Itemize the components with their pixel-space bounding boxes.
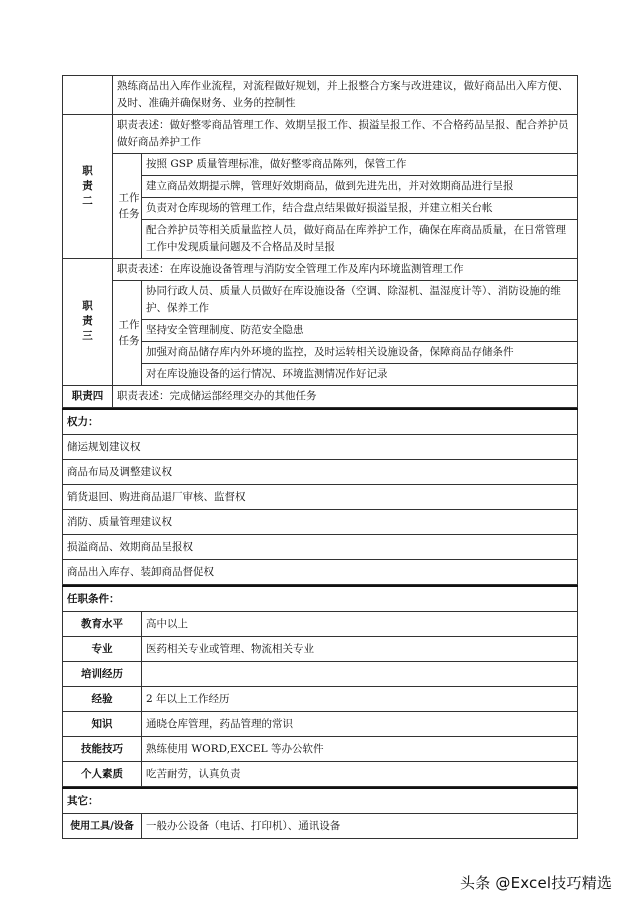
qualification-label: 专业 xyxy=(63,637,142,662)
table-row xyxy=(63,814,578,839)
table-row xyxy=(63,409,578,435)
duty1-continuation-text: 熟练商品出入库作业流程，对流程做好规划，并上报整合方案与改进建议，做好商品出入库方便、及时、准确并确保财务、业务的控制性 xyxy=(113,76,578,115)
duty2-task-label: 工作任务 xyxy=(118,191,140,220)
qualifications-heading: 任职条件： xyxy=(63,586,578,612)
duty3-task-label: 工作任务 xyxy=(118,318,140,347)
duty3-task: 坚持安全管理制度、防范安全隐患 xyxy=(142,320,578,342)
power-item: 储运规划建议权 xyxy=(63,435,578,460)
other-heading: 其它： xyxy=(63,788,578,814)
table-row xyxy=(63,662,578,687)
table-row xyxy=(63,788,578,814)
duty2-description: 职责表述：做好整零商品管理工作、效期呈报工作、损溢呈报工作、不合格药品呈报、配合养护员做好商品养护工作 xyxy=(113,115,578,154)
table-row xyxy=(63,76,578,115)
table-row xyxy=(63,687,578,712)
table-row xyxy=(63,637,578,662)
qualification-label: 培训经历 xyxy=(63,662,142,687)
powers-heading: 权力： xyxy=(63,409,578,435)
qualification-label: 教育水平 xyxy=(63,612,142,637)
table-row xyxy=(63,510,578,535)
table-row xyxy=(63,435,578,460)
duty2-label: 职责二 xyxy=(82,164,93,207)
duty3-task-label-cell xyxy=(113,281,142,386)
power-item: 商品出入库存、装卸商品督促权 xyxy=(63,560,578,585)
table-row xyxy=(63,386,578,408)
job-description-document xyxy=(62,75,578,839)
power-item: 损溢商品、效期商品呈报权 xyxy=(63,535,578,560)
duty3-task: 协同行政人员、质量人员做好在库设施设备（空调、除湿机、温湿度计等）、消防设施的维护、保养工作 xyxy=(142,281,578,320)
duty3-task: 加强对商品储存库内外环境的监控，及时运转相关设施设备，保障商品存储条件 xyxy=(142,342,578,364)
duty2-label-cell xyxy=(63,115,113,259)
table-row xyxy=(63,281,578,320)
qualification-value: 医药相关专业或管理、物流相关专业 xyxy=(142,637,578,662)
duty4-label: 职责四 xyxy=(63,386,113,408)
power-item: 商品布局及调整建议权 xyxy=(63,460,578,485)
table-row xyxy=(63,259,578,281)
blank-label-cell xyxy=(63,76,113,115)
table-row xyxy=(63,115,578,154)
duty3-label-cell xyxy=(63,259,113,386)
table-row xyxy=(63,560,578,585)
qualification-value: 通晓仓库管理，药品管理的常识 xyxy=(142,712,578,737)
duty2-task: 按照 GSP 质量管理标准，做好整零商品陈列，保管工作 xyxy=(142,154,578,176)
other-label: 使用工具/设备 xyxy=(63,814,142,839)
table-row xyxy=(63,737,578,762)
powers-table xyxy=(62,408,578,585)
qualification-label: 个人素质 xyxy=(63,762,142,787)
qualification-label: 技能技巧 xyxy=(63,737,142,762)
duty2-task: 建立商品效期提示牌，管理好效期商品，做到先进先出，并对效期商品进行呈报 xyxy=(142,176,578,198)
other-table xyxy=(62,787,578,839)
other-value: 一般办公设备（电话、打印机）、通讯设备 xyxy=(142,814,578,839)
table-row xyxy=(63,485,578,510)
table-row xyxy=(63,612,578,637)
table-row xyxy=(63,154,578,176)
table-row xyxy=(63,762,578,787)
power-item: 消防、质量管理建议权 xyxy=(63,510,578,535)
duty2-task: 负责对仓库现场的管理工作，结合盘点结果做好损溢呈报，并建立相关台帐 xyxy=(142,198,578,220)
qualification-value: 2 年以上工作经历 xyxy=(142,687,578,712)
duties-table xyxy=(62,75,578,408)
qualification-value xyxy=(142,662,578,687)
table-row xyxy=(63,586,578,612)
qualification-value: 熟练使用 WORD,EXCEL 等办公软件 xyxy=(142,737,578,762)
duty3-task: 对在库设施设备的运行情况、环境监测情况作好记录 xyxy=(142,364,578,386)
qualification-value: 吃苦耐劳，认真负责 xyxy=(142,762,578,787)
duty3-label: 职责三 xyxy=(82,300,93,342)
power-item: 销货退回、购进商品退厂审核、监督权 xyxy=(63,485,578,510)
qualifications-table xyxy=(62,585,578,787)
table-row xyxy=(63,535,578,560)
qualification-value: 高中以上 xyxy=(142,612,578,637)
table-row xyxy=(63,460,578,485)
duty4-description: 职责表述：完成储运部经理交办的其他任务 xyxy=(113,386,578,408)
source-watermark: 头条 @Excel技巧精选 xyxy=(460,874,613,892)
table-row xyxy=(63,712,578,737)
duty3-description: 职责表述：在库设施设备管理与消防安全管理工作及库内环境监测管理工作 xyxy=(113,259,578,281)
duty2-task: 配合养护员等相关质量监控人员，做好商品在库养护工作，确保在库商品质量，在日常管理工作中发现质量问题及不合格品及时呈报 xyxy=(142,220,578,259)
duty2-task-label-cell xyxy=(113,154,142,259)
qualification-label: 知识 xyxy=(63,712,142,737)
qualification-label: 经验 xyxy=(63,687,142,712)
